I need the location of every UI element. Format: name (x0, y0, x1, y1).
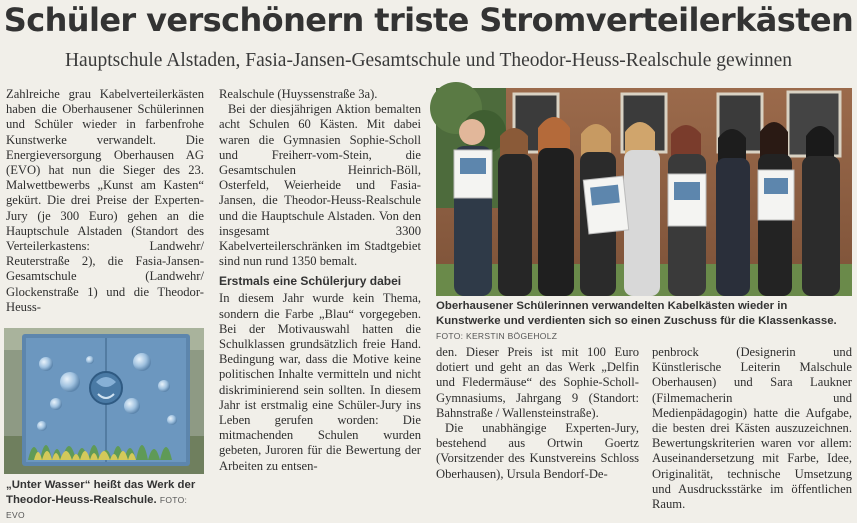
paragraph: Zahlreiche grau Kabelverteilerkästen haben die Oberhausener Schülerinnen und Schüler wieder in farbenfrohe Kunstwerke verwandelt. Die Energieversorgung Oberhausen AG (EVO) hat nun die Sieger des 23. Malwettbewerbs „Kunst am Kasten“ gekürt. Die drei Preise der Experten-Jury (je 300 Euro) gehen an die Hauptschule Alstaden (Standort des Verteilerkastens: Landwehr/ Reuterstraße 2), die Fasia-Jansen-Gesamtschule (Landwehr/ Glockenstraße 1) und die Theodor-Heuss- (6, 87, 204, 314)
cable-box-photo (4, 328, 204, 474)
paragraph: penbrock (Designerin und Künstlerische Leiterin Malschule Oberhausen) und Sara Laukner (Filmemacherin und Medienpädagogin) hatte die Aufgabe, die besten drei Kästen auszuzeichnen. Bewertungskriterien waren vor allem: Auseinandersetzung mit Farbe, Idee, Originalität, technische Umsetzung und Ausdrucksstärke im öffentlichen Raum. (652, 345, 852, 512)
section-subheading: Erstmals eine Schülerjury dabei (219, 274, 402, 289)
article-subheadline: Hauptschule Alstaden, Fasia-Jansen-Gesamtschule und Theodor-Heuss-Realschule gewinnen (64, 50, 793, 71)
students-group-photo (436, 88, 852, 296)
text-column-2 (219, 87, 421, 510)
paragraph: Die unabhängige Experten-Jury, bestehend aus Ortwin Goertz (Vorsitzender des Kunstvereins Schloss Oberhausen), Ursula Bendorf-De- (436, 421, 639, 481)
paragraph: den. Dieser Preis ist mit 100 Euro dotiert und geht an das Werk „Delfin und Fledermäuse“ des Sophie-Scholl-Gymnasiums, Jahrgang 9 (Standort: Bahnstraße / Wallensteinstraße). (436, 345, 639, 420)
small-photo-caption-block (6, 478, 206, 520)
paragraph: Realschule (Huyssenstraße 3a). (219, 87, 378, 101)
text-column-4 (652, 345, 852, 510)
paragraph: Bei der diesjährigen Aktion bemalten acht Schulen 60 Kästen. Mit dabei waren die Gymnasien Sophie-Scholl und Freiherr-vom-Stein, die Gesamtschulen Heinrich-Böll, Osterfeld, Weierheide und Fasia-Jansen, die Theodor-Heuss-Realschule und die Hauptschule Alstaden. Von den insgesamt 3300 Kabelverteilerschränken im Stadtgebiet sind nun rund 1350 bemalt. (219, 102, 421, 269)
small-photo-credit: FOTO: EVO (6, 495, 188, 520)
text-column-1 (6, 87, 204, 319)
small-photo-caption: „Unter Wasser“ heißt das Werk der Theodor-Heuss-Realschule. (6, 479, 196, 506)
paragraph: In diesem Jahr wurde kein Thema, sondern die Farbe „Blau“ vorgegeben. Bei der Motivauswahl hatten die Schulklassen grundsätzlich freie Hand. Bedingung war, dass die Motive keine politischen Inhalte vermitteln und nicht diskriminierend sein sollten. In diesem Jahr ist erstmalig eine Schüler-Jury ins Leben gerufen worden: Die mitmachenden Schulen wurden gebeten, Juroren für die Bewertung der Arbeiten zu entsen- (219, 291, 421, 473)
main-photo-caption: Oberhausener Schülerinnen verwandelten Kabelkästen wieder in Kunstwerke und verdienten sich so einen Zuschuss für die Klassenkasse. (436, 300, 837, 327)
cable-box-illustration (4, 328, 204, 474)
main-photo (436, 88, 852, 296)
main-photo-credit: FOTO: KERSTIN BÖGEHOLZ (436, 331, 558, 341)
article-headline: Schüler verschönern triste Stromverteilerkästen (3, 1, 854, 39)
text-column-3 (436, 345, 639, 510)
main-photo-caption-block (436, 299, 852, 341)
